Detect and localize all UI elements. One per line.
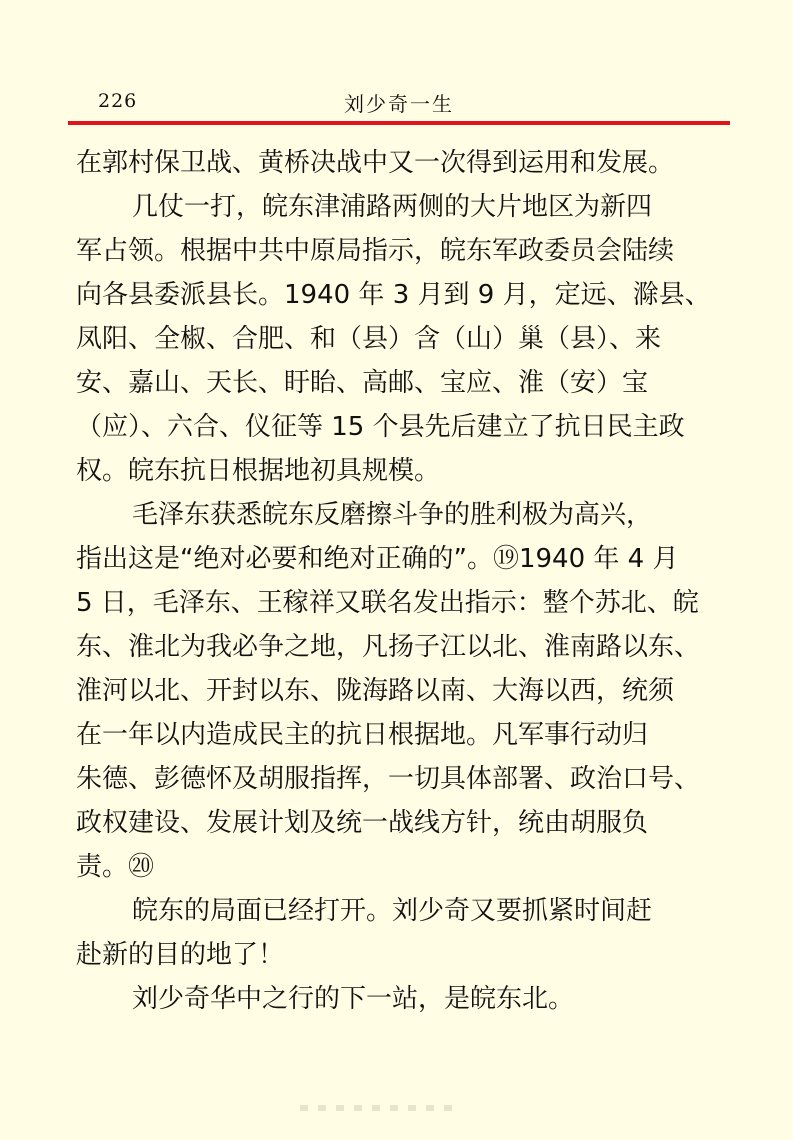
text-line: 淮河以北、开封以东、陇海路以南、大海以西，统须	[76, 676, 675, 706]
text-line: 凤阳、全椒、合肥、和（县）含（山）巢（县）、来	[76, 324, 662, 354]
text-line: 政权建设、发展计划及统一战线方针，统由胡服负	[76, 808, 649, 838]
text-line: 赴新的目的地了！	[76, 940, 285, 970]
text-line: 5 日，毛泽东、王稼祥又联名发出指示：整个苏北、皖	[76, 588, 699, 618]
text-line: 军占领。根据中共中原局指示，皖东军政委员会陆续	[76, 236, 675, 266]
text-line: 东、淮北为我必争之地，凡扬子江以北、淮南路以东、	[76, 632, 701, 662]
text-line: 在郭村保卫战、黄桥决战中又一次得到运用和发展。	[76, 148, 675, 178]
text-line: 权。皖东抗日根据地初具规模。	[76, 456, 441, 486]
paragraph-start-line: 毛泽东获悉皖东反磨擦斗争的胜利极为高兴，	[132, 500, 653, 530]
paragraph-start-line: 刘少奇华中之行的下一站，是皖东北。	[132, 984, 575, 1014]
text-line: （应）、六合、仪征等 15 个县先后建立了抗日民主政	[76, 412, 685, 442]
text-line: 安、嘉山、天长、盱眙、高邮、宝应、淮（安）宝	[76, 368, 649, 398]
paragraph-start-line: 几仗一打，皖东津浦路两侧的大片地区为新四	[132, 192, 653, 222]
text-line: 在一年以内造成民主的抗日根据地。凡军事行动归	[76, 720, 649, 750]
page-header	[68, 84, 730, 120]
text-line: 责。⑳	[76, 852, 155, 882]
text-line: 朱德、彭德怀及胡服指挥，一切具体部署、政治口号、	[76, 764, 701, 794]
text-line: 指出这是“绝对必要和绝对正确的”。⑲1940 年 4 月	[76, 544, 679, 574]
header-rule	[68, 121, 730, 125]
text-line: 向各县委派县长。1940 年 3 月到 9 月，定远、滁县、	[76, 280, 711, 310]
page-foot-marks	[300, 1096, 490, 1108]
page-number: 226	[98, 90, 138, 112]
running-title: 刘少奇一生	[344, 92, 454, 116]
paragraph-start-line: 皖东的局面已经打开。刘少奇又要抓紧时间赶	[132, 896, 653, 926]
